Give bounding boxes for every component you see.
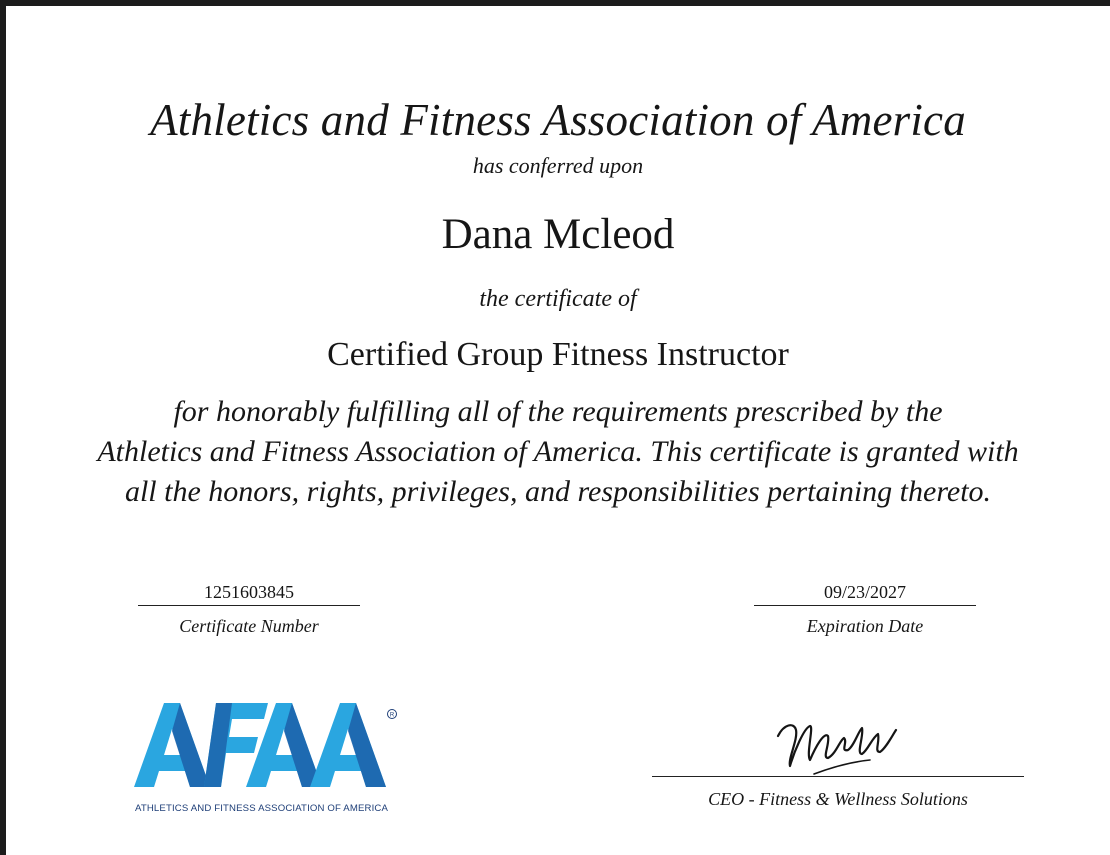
body-line: for honorably fulfilling all of the requirements prescribed by the [173,395,943,428]
afaa-logo-mark [134,703,404,789]
svg-text:R: R [389,712,395,719]
certificate-title: Certified Group Fitness Instructor [327,336,789,373]
expiration-date-field [754,580,976,637]
expiration-date-label: Expiration Date [806,616,924,636]
certificate-number-field [138,580,360,637]
body-line: all the honors, rights, privileges, and responsibilities pertaining thereto. [124,475,992,508]
body-line: Athletics and Fitness Association of America. This certificate is granted with [97,435,1019,468]
certificate-number-value: 1251603845 [204,582,294,602]
organization-title: Athletics and Fitness Association of America [150,95,966,145]
conferred-text: has conferred upon [472,153,644,178]
expiration-date-value: 09/23/2027 [823,582,906,602]
afaa-logo [134,703,434,814]
certificate-number-label: Certificate Number [179,616,319,636]
expiration-date-rule [754,605,976,606]
signature-block [652,714,1024,810]
certificate-body [6,392,1110,512]
certificate-number-rule [138,605,360,606]
certificate-of-text: the certificate of [479,286,637,312]
recipient-name: Dana Mcleod [441,211,675,258]
certificate-page [6,6,1110,855]
signature-image [770,714,910,776]
signature-rule [652,776,1024,777]
signature-title: CEO - Fitness & Wellness Solutions [708,789,968,809]
logo-subtitle: ATHLETICS AND FITNESS ASSOCIATION OF AMERICA [135,803,389,814]
